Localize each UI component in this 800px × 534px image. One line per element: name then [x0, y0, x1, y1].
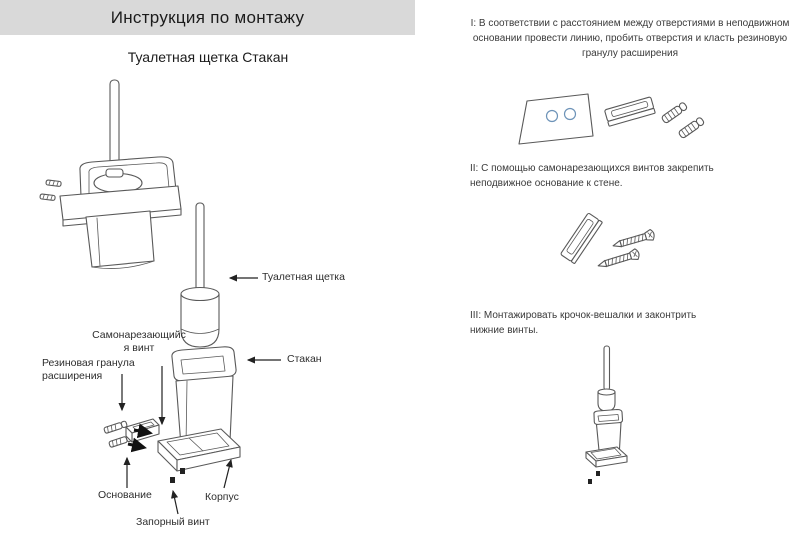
dowel-icon — [678, 117, 705, 139]
label-cup: Стакан — [287, 353, 322, 365]
label-lock-screw: Запорный винт — [136, 516, 210, 528]
lock-screw-icon — [596, 471, 600, 476]
dowel-icon — [661, 102, 688, 124]
label-base: Основание — [98, 489, 152, 501]
base-bracket-icon — [604, 97, 655, 127]
self-tapping-screw-icon — [597, 248, 641, 271]
self-tapping-screw-icon — [612, 229, 656, 251]
exploded-body-drawing — [158, 429, 240, 471]
label-self-tapping-screw-line2: я винт — [123, 341, 155, 354]
label-self-tapping-screw — [84, 329, 194, 354]
step-3-text: III: Монтажировать крочок-вешалки и законтрить нижние винты. — [470, 310, 697, 336]
wall-screw-icon — [46, 180, 61, 187]
product-subtitle: Туалетная щетка Стакан — [127, 49, 289, 65]
wall-screw-icon — [40, 194, 55, 201]
label-rubber-granule-line1: Резиновая гранула — [42, 357, 135, 369]
assembled-unit-drawing — [40, 80, 181, 269]
lock-screw-icon — [170, 477, 175, 483]
step1-diagram — [519, 94, 705, 144]
page-title: Инструкция по монтажу — [110, 7, 305, 27]
label-toilet-brush: Туалетная щетка — [262, 271, 345, 283]
step3-diagram — [586, 346, 627, 484]
exploded-brush-drawing — [181, 203, 219, 347]
step-1-text: I: В соответствии с расстоянием между отверстиями в неподвижном основании провести линию, пробить отверстия и класть резиновую гранулу расширения — [470, 18, 790, 59]
header-bar — [0, 0, 415, 35]
step2-diagram — [560, 213, 655, 271]
label-rubber-granule — [42, 357, 135, 382]
label-rubber-granule-line2: расширения — [42, 369, 103, 382]
lock-screw-icon — [180, 468, 185, 474]
label-body: Корпус — [205, 491, 239, 503]
exploded-cup-drawing — [172, 347, 236, 446]
label-self-tapping-screw-line1: Самонарезающийс — [92, 329, 186, 341]
base-bracket-icon — [560, 213, 602, 264]
lock-screw-icon — [588, 479, 592, 484]
step-2-text: II: С помощью самонарезающихся винтов закрепить неподвижное основание к стене. — [470, 163, 714, 189]
